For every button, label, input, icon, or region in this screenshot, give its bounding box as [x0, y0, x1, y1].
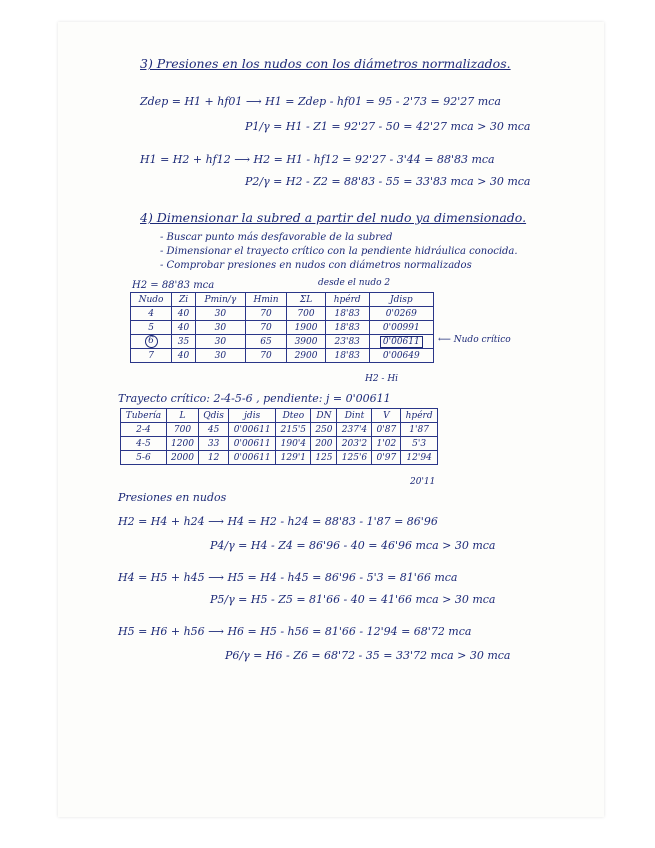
- nudo-critico-label: ⟵ Nudo crítico: [438, 335, 511, 345]
- col-header: Dint: [337, 409, 372, 423]
- equation: H4 = H5 + h45 ⟶ H5 = H4 - h45 = 86'96 - 5'3 = 81'66 mca: [118, 571, 458, 584]
- table-cell: 203'2: [337, 437, 372, 451]
- equation: H2 = H4 + h24 ⟶ H4 = H2 - h24 = 88'83 - 1'87 = 86'96: [118, 515, 438, 528]
- table-cell: 0'00649: [369, 349, 433, 363]
- table-cell: 33: [199, 437, 229, 451]
- table-cell: 125: [311, 451, 337, 465]
- bullet: - Comprobar presiones en nudos con diámetros normalizados: [160, 260, 472, 271]
- table-cell: 12'94: [401, 451, 438, 465]
- table-cell: 700: [166, 423, 198, 437]
- table-cell: 40: [172, 349, 196, 363]
- col-header: hpérd: [401, 409, 438, 423]
- table-cell: 2900: [287, 349, 326, 363]
- table-cell: 1900: [287, 321, 326, 335]
- circled-node: 6: [145, 335, 158, 348]
- equation: Zdep = H1 + hf01 ⟶ H1 = Zdep - hf01 = 95 - 2'73 = 92'27 mca: [140, 95, 501, 108]
- table-cell: 40: [172, 321, 196, 335]
- table-row: [131, 349, 434, 363]
- equation: H5 = H6 + h56 ⟶ H6 = H5 - h56 = 81'66 - 12'94 = 68'72 mca: [118, 625, 472, 638]
- table-cell: 23'83: [325, 335, 369, 349]
- table-cell: 129'1: [276, 451, 311, 465]
- table-cell: 1'87: [401, 423, 438, 437]
- table-row: [131, 307, 434, 321]
- table-row: [121, 437, 438, 451]
- table-cell: 700: [287, 307, 326, 321]
- table-cell: 30: [195, 307, 245, 321]
- table-row: [121, 451, 438, 465]
- table-cell: 0'97: [372, 451, 401, 465]
- table-cell: [131, 335, 172, 349]
- equation: P1/γ = H1 - Z1 = 92'27 - 50 = 42'27 mca > 30 mca: [245, 120, 531, 133]
- table-cell: 0'00611: [229, 437, 276, 451]
- table-header-row: [121, 409, 438, 423]
- table-cell: 0'00991: [369, 321, 433, 335]
- table-cell: 0'00611: [229, 423, 276, 437]
- col-header: Zi: [172, 293, 196, 307]
- col-header: hpérd: [325, 293, 369, 307]
- table-cell: 7: [131, 349, 172, 363]
- table-cell: 18'83: [325, 307, 369, 321]
- table-cell: 5-6: [121, 451, 167, 465]
- bullet: - Dimensionar el trayecto crítico con la pendiente hidráulica conocida.: [160, 246, 518, 257]
- table-cell: 40: [172, 307, 196, 321]
- presiones-heading: Presiones en nudos: [118, 491, 227, 504]
- table-cell: 1'02: [372, 437, 401, 451]
- equation: H1 = H2 + hf12 ⟶ H2 = H1 - hf12 = 92'27 - 3'44 = 88'83 mca: [140, 153, 495, 166]
- tuberias-table: [120, 408, 438, 465]
- bullet: - Buscar punto más desfavorable de la subred: [160, 232, 393, 243]
- table-cell: 30: [195, 349, 245, 363]
- table-cell: 45: [199, 423, 229, 437]
- table-cell: 5: [131, 321, 172, 335]
- col-header: Hmin: [245, 293, 286, 307]
- col-header: ΣL: [287, 293, 326, 307]
- table-cell: 35: [172, 335, 196, 349]
- table-cell: 18'83: [325, 349, 369, 363]
- col-header: Pmin/γ: [195, 293, 245, 307]
- table-cell: 200: [311, 437, 337, 451]
- nudos-table: [130, 292, 434, 363]
- h2-note: H2 = 88'83 mca: [132, 280, 215, 291]
- col-header: Jdisp: [369, 293, 433, 307]
- table-cell: 237'4: [337, 423, 372, 437]
- table-cell: 70: [245, 321, 286, 335]
- col-header: V: [372, 409, 401, 423]
- table-cell: 12: [199, 451, 229, 465]
- table-cell: 190'4: [276, 437, 311, 451]
- table-cell: 30: [195, 335, 245, 349]
- col-header: jdis: [229, 409, 276, 423]
- table-cell: [369, 335, 433, 349]
- col-header: Tubería: [121, 409, 167, 423]
- section-4-heading: 4) Dimensionar la subred a partir del nudo ya dimensionado.: [140, 210, 527, 225]
- col-header: L: [166, 409, 198, 423]
- col-header: Qdis: [199, 409, 229, 423]
- table-cell: 70: [245, 349, 286, 363]
- table-header-row: [131, 293, 434, 307]
- table-cell: 2-4: [121, 423, 167, 437]
- table-cell: 3900: [287, 335, 326, 349]
- table-cell: 30: [195, 321, 245, 335]
- table-cell: 0'0269: [369, 307, 433, 321]
- table-cell: 0'87: [372, 423, 401, 437]
- total-hperd: 20'11: [410, 477, 436, 487]
- col-header: Dteo: [276, 409, 311, 423]
- table-row-critical: [131, 335, 434, 349]
- table-cell: 4-5: [121, 437, 167, 451]
- equation: P6/γ = H6 - Z6 = 68'72 - 35 = 33'72 mca > 30 mca: [225, 649, 511, 662]
- table-cell: 65: [245, 335, 286, 349]
- col-header: Nudo: [131, 293, 172, 307]
- equation: P2/γ = H2 - Z2 = 88'83 - 55 = 33'83 mca > 30 mca: [245, 175, 531, 188]
- equation: P4/γ = H4 - Z4 = 86'96 - 40 = 46'96 mca > 30 mca: [210, 539, 496, 552]
- hz-note: H2 - Hi: [365, 374, 399, 384]
- table-cell: 215'5: [276, 423, 311, 437]
- table-cell: 5'3: [401, 437, 438, 451]
- col-header: DN: [311, 409, 337, 423]
- table-cell: 70: [245, 307, 286, 321]
- table-cell: 125'6: [337, 451, 372, 465]
- table-row: [131, 321, 434, 335]
- table-cell: 4: [131, 307, 172, 321]
- table-cell: 0'00611: [229, 451, 276, 465]
- table-cell: 250: [311, 423, 337, 437]
- table-row: [121, 423, 438, 437]
- table-cell: 2000: [166, 451, 198, 465]
- boxed-value: 0'00611: [380, 336, 423, 348]
- desde-note: desde el nudo 2: [318, 278, 391, 288]
- equation: P5/γ = H5 - Z5 = 81'66 - 40 = 41'66 mca > 30 mca: [210, 593, 496, 606]
- table-cell: 18'83: [325, 321, 369, 335]
- trayecto-critico: Trayecto crítico: 2-4-5-6 , pendiente: j = 0'00611: [118, 392, 391, 405]
- table-cell: 1200: [166, 437, 198, 451]
- section-3-heading: 3) Presiones en los nudos con los diámetros normalizados.: [140, 56, 511, 71]
